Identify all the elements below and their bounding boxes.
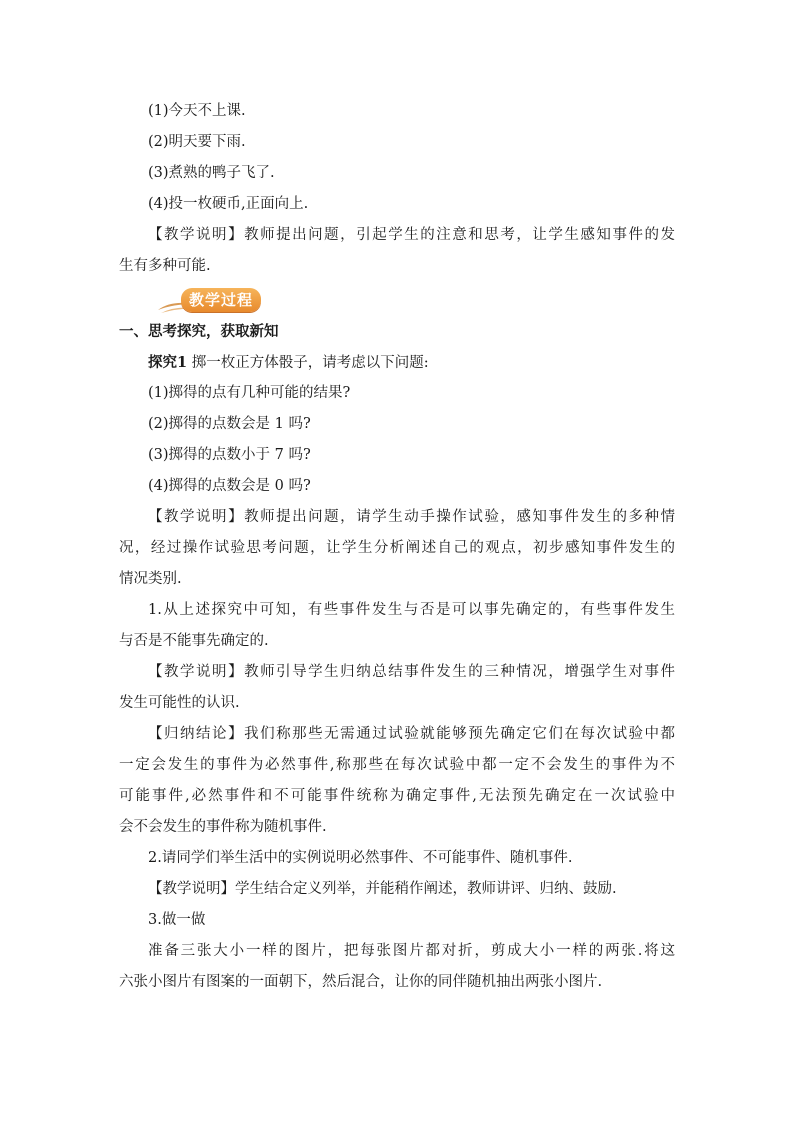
- point-3: 3.做一做: [148, 912, 206, 928]
- teaching-note-2-line-2: 况，经过操作试验思考问题，让学生分析阐述自己的观点，初步感知事件发生的: [119, 540, 675, 556]
- conclusion-line-3: 可能事件,必然事件和不可能事件统称为确定事件,无法预先确定在一次试验中: [119, 788, 675, 804]
- teaching-note-1-line-1: 【教学说明】教师提出问题，引起学生的注意和思考，让学生感知事件的发: [148, 227, 675, 243]
- question-4: (4)掷得的点数会是 0 吗?: [148, 478, 311, 494]
- task-line-1: 准备三张大小一样的图片，把每张图片都对折，剪成大小一样的两张.将这: [148, 943, 675, 959]
- point-2: 2.请同学们举生活中的实例说明必然事件、不可能事件、随机事件.: [148, 850, 573, 866]
- teaching-note-2-line-3: 情况类别.: [119, 571, 182, 587]
- conclusion-line-1: 【归纳结论】我们称那些无需通过试验就能够预先确定它们在每次试验中都: [148, 726, 675, 742]
- question-2: (2)掷得的点数会是 1 吗?: [148, 416, 311, 432]
- conclusion-line-2: 一定会发生的事件为必然事件,称那些在每次试验中都一定不会发生的事件为不: [119, 757, 675, 773]
- section-badge-label: 教学过程: [181, 288, 261, 312]
- conclusion-line-4: 会不会发生的事件称为随机事件.: [119, 819, 327, 835]
- point-1-line-1: 1.从上述探究中可知，有些事件发生与否是可以事先确定的，有些事件发生: [148, 602, 675, 618]
- intro-item-1: (1)今天不上课.: [148, 103, 246, 119]
- task-line-2: 六张小图片有图案的一面朝下，然后混合，让你的同伴随机抽出两张小图片.: [119, 974, 603, 990]
- teaching-note-3-line-1: 【教学说明】教师引导学生归纳总结事件发生的三种情况，增强学生对事件: [148, 664, 675, 680]
- point-1-line-2: 与否是不能事先确定的.: [119, 633, 269, 649]
- explore-1: [119, 347, 675, 378]
- section-heading: 一、思考探究，获取新知: [119, 323, 279, 340]
- teaching-note-2-line-1: 【教学说明】教师提出问题，请学生动手操作试验，感知事件发生的多种情: [148, 509, 675, 525]
- intro-item-2: (2)明天要下雨.: [148, 134, 246, 150]
- question-3: (3)掷得的点数小于 7 吗?: [148, 447, 311, 463]
- question-1: (1)掷得的点有几种可能的结果?: [148, 385, 351, 401]
- explore-1-text: 掷一枚正方体骰子，请考虑以下问题:: [187, 355, 429, 371]
- teaching-note-3-line-2: 发生可能性的认识.: [119, 695, 240, 711]
- intro-item-3: (3)煮熟的鸭子飞了.: [148, 165, 275, 181]
- explore-1-label: 探究1: [148, 354, 188, 371]
- document-content: [119, 96, 675, 998]
- teaching-note-1-line-2: 生有多种可能.: [119, 258, 211, 274]
- section-badge-row: [119, 282, 675, 316]
- intro-item-4: (4)投一枚硬币,正面向上.: [148, 196, 309, 212]
- section-badge: [157, 286, 261, 314]
- teaching-note-4: 【教学说明】学生结合定义列举，并能稍作阐述，教师讲评、归纳、鼓励.: [148, 881, 617, 897]
